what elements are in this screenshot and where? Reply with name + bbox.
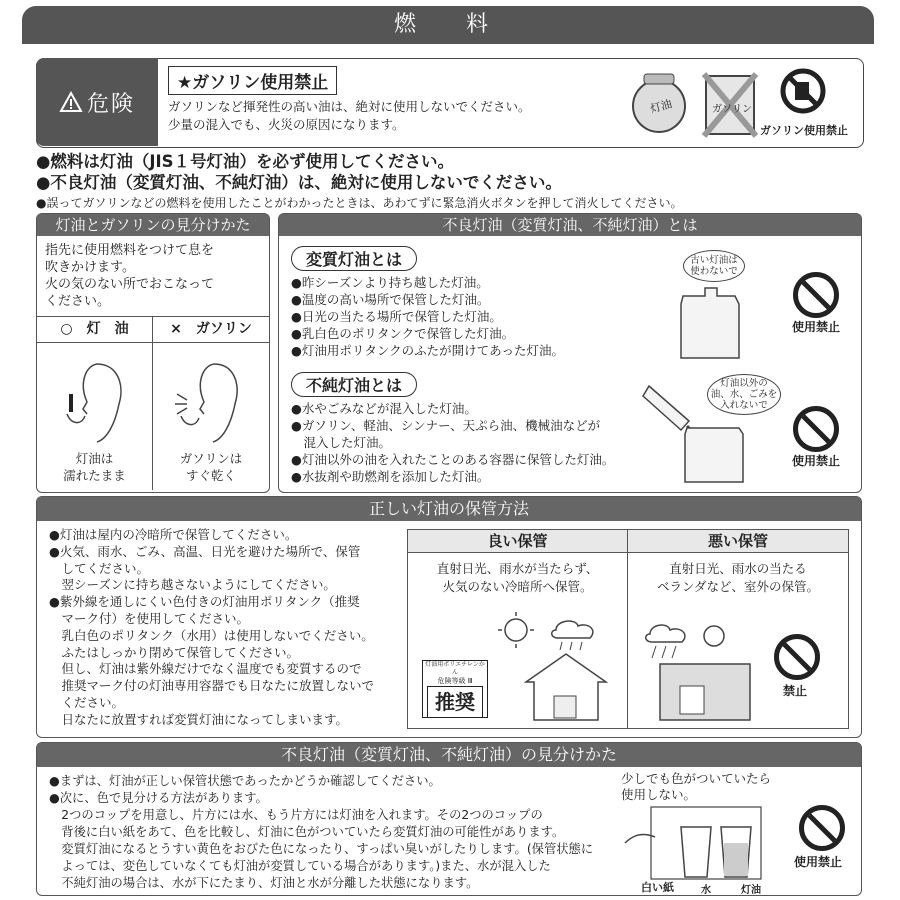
- caption-line: すぐ乾く: [185, 468, 236, 483]
- bad-oil-head: 不良灯油（変質灯油、不純灯油）とは: [279, 214, 861, 236]
- bubble-line: 使わないで: [690, 266, 738, 277]
- list-item: ふたはしっかり閉めて保管してください。: [49, 644, 300, 660]
- person-blowing-kerosene-icon: [57, 354, 137, 444]
- storage-head: 正しい灯油の保管方法: [37, 497, 861, 521]
- list-item: よっては、変色していなくても灯油が変質している場合があります。)また、水が混入した: [49, 859, 551, 873]
- ban-icon: [793, 406, 839, 452]
- list-item: ●水抜剤や助燃剤を添加した灯油。: [291, 469, 490, 484]
- glass-comparison-icon: [621, 803, 771, 883]
- distinguish-panel: [36, 213, 270, 493]
- ban-label: 禁止: [782, 684, 807, 698]
- caption-line: ガソリンは: [179, 451, 243, 466]
- bad-oil-panel: [278, 213, 862, 493]
- identify-panel: [36, 742, 862, 896]
- caption-line: 灯油は: [75, 451, 114, 466]
- warning-icon: [59, 91, 83, 113]
- bubble-line: 入れないで: [720, 400, 768, 411]
- sun-rain-house-icon: [486, 610, 626, 722]
- recommend-mark: [422, 660, 488, 718]
- list-item: ●灯油用ポリタンクのふたが開けてあった灯油。: [291, 343, 565, 358]
- list-item: ●次に、色で見分ける方法があります。: [49, 791, 268, 805]
- note-line: 使用しない。: [621, 787, 697, 802]
- ban-icon: [793, 272, 839, 318]
- gasoline-caption: [153, 450, 269, 484]
- bubble-line: 古い灯油は: [690, 255, 738, 266]
- identify-list: [49, 773, 593, 892]
- list-item: ください。: [49, 694, 125, 710]
- list-item: 混入した灯油。: [291, 435, 392, 450]
- good-storage-text: [408, 560, 627, 596]
- deteriorated-list: [291, 274, 564, 359]
- gasoline-can-label: ガソリン: [712, 104, 752, 115]
- recommend-category: 危険等級 Ⅲ: [437, 677, 473, 685]
- list-item: ●温度の高い場所で保管した灯油。: [291, 292, 490, 307]
- ban-label: 使用禁止: [793, 855, 842, 869]
- bubble-line: 灯油以外の: [720, 378, 768, 389]
- list-item: 変質灯油になるとうすい黄色をおびた色になったり、すっぱい臭いがしたりします。(保管状態に: [49, 842, 594, 856]
- good-storage-head: 良い保管: [408, 530, 628, 553]
- col-kerosene-head: ○ 灯 油: [60, 321, 129, 337]
- kerosene-can-label: 灯油: [648, 97, 674, 116]
- danger-line: ガソリンなど揮発性の高い油は、絶対に使用しないでください。: [168, 99, 531, 114]
- text-line: ベランダなど、室外の保管。: [656, 579, 819, 594]
- list-item: ●まずは、灯油が正しい保管状態であったかどうか確認してください。: [49, 774, 441, 788]
- list-item: ●日光の当たる場所で保管した灯油。: [291, 309, 502, 324]
- person-blowing-gasoline-icon: [169, 354, 249, 444]
- list-item: ●乳白色のポリタンクで保管した灯油。: [291, 326, 515, 341]
- danger-text: [168, 98, 531, 134]
- impure-list: [291, 400, 614, 485]
- sun-rain-veranda-icon: [640, 612, 760, 722]
- bubble-line: 油、水、ごみを: [710, 389, 778, 400]
- distinguish-text: [37, 236, 269, 310]
- list-item: 乳白色のポリタンク（水用）は使用しないでください。: [49, 627, 374, 643]
- list-item: 不純灯油の場合は、水が下にたまり、灯油と水が分離した状態になります。: [49, 876, 479, 890]
- note-line: 少しでも色がついていたら: [621, 771, 772, 786]
- list-item: ●灯油以外の油を入れたことのある容器に保管した灯油。: [291, 452, 615, 467]
- list-item: 推奨マーク付の灯油専用容器でも日なたに放置しないで: [49, 678, 375, 694]
- impure-bubble: [707, 374, 781, 415]
- list-item: ●紫外線を通しにくい色付きの灯油用ポリタンク（推奨: [49, 594, 360, 610]
- list-item: ●水やごみなどが混入した灯油。: [291, 401, 477, 416]
- gasoline-ban-heading: ★ガソリン使用禁止: [168, 66, 337, 95]
- list-item: マーク付）を使用してください。: [49, 610, 250, 626]
- old-oil-bubble: [683, 250, 745, 282]
- poly-tank-icon: [675, 284, 745, 362]
- storage-list: [49, 527, 374, 729]
- list-item: 但し、灯油は紫外線だけでなく温度でも変質するので: [49, 661, 362, 677]
- text-line: 直射日光、雨水が当たらず、: [436, 561, 599, 576]
- main-bullet-1: ●燃料は灯油（JIS１号灯油）を必ず使用してください。: [36, 152, 455, 171]
- recommend-small: 灯油用ポリエチレンかん: [425, 661, 485, 676]
- list-item: 2つのコップを用意し、片方には水、もう片方には灯油を入れます。その2つのコップの: [49, 808, 543, 822]
- distinguish-line: 吹きかけます。: [45, 260, 135, 275]
- gasoline-ban-caption: ガソリン使用禁止: [760, 124, 848, 137]
- storage-compare-table: [407, 529, 849, 729]
- list-item: ●ガソリン、軽油、シンナー、天ぷら油、機械油などが: [291, 418, 601, 433]
- emergency-note: ●誤ってガソリンなどの燃料を使用したことがわかったときは、あわてずに緊急消火ボタンを押して消火してください。: [36, 196, 683, 210]
- recommend-label: 推奨: [427, 686, 483, 718]
- bad-storage-head: 悪い保管: [628, 530, 848, 553]
- ban-label: 使用禁止: [791, 320, 840, 334]
- main-bullet-2: ●不良灯油（変質灯油、不純灯油）は、絶対に使用しないでください。: [36, 173, 562, 192]
- text-line: 直射日光、雨水の当たる: [669, 561, 807, 576]
- danger-label-text: 危険: [86, 91, 135, 117]
- kerosene-caption: [37, 450, 152, 484]
- list-item: 日なたに放置すれば変質灯油になってしまいます。: [49, 711, 349, 727]
- distinguish-line: ください。: [45, 294, 111, 309]
- deteriorated-title: 変質灯油とは: [291, 246, 417, 271]
- label-white-paper: 白い紙: [641, 881, 674, 894]
- col-gasoline-head: × ガソリン: [170, 321, 252, 337]
- color-note: [621, 771, 771, 803]
- ban-icon: [799, 805, 845, 851]
- list-item: ●昨シーズンより持ち越した灯油。: [291, 275, 489, 290]
- list-item: 背後に白い紙をあて、色を比較し、灯油に色がついていたら変質灯油の可能性があります。: [49, 825, 565, 839]
- danger-line: 少量の混入でも、火災の原因になります。: [168, 117, 405, 132]
- label-kerosene: 灯油: [741, 885, 761, 896]
- danger-label: [36, 58, 158, 146]
- text-line: 火気のない冷暗所へ保管。: [442, 579, 593, 594]
- distinguish-line: 火の気のない所でおこなって: [45, 277, 215, 292]
- list-item: 翌シーズンに持ち越さないようにしてください。: [49, 577, 336, 593]
- ban-label: 使用禁止: [791, 454, 840, 468]
- no-gasoline-icon: [778, 66, 828, 116]
- bad-storage-text: [628, 560, 848, 596]
- distinguish-line: 指先に使用燃料をつけて息を: [45, 243, 215, 258]
- list-item: ●灯油は屋内の冷暗所で保管してください。: [49, 527, 298, 542]
- page-title: 燃 料: [22, 6, 874, 44]
- impure-title: 不純灯油とは: [291, 372, 417, 397]
- list-item: してください。: [49, 560, 150, 576]
- caption-line: 濡れたまま: [63, 468, 126, 483]
- identify-head: 不良灯油（変質灯油、不純灯油）の見分けかた: [37, 743, 861, 767]
- distinguish-head: 灯油とガソリンの見分けかた: [37, 214, 269, 236]
- ban-icon: [774, 634, 820, 680]
- list-item: ●火気、雨水、ごみ、高温、日光を避けた場所で、保管: [49, 543, 361, 559]
- label-water: 水: [701, 885, 711, 896]
- storage-panel: [36, 496, 862, 738]
